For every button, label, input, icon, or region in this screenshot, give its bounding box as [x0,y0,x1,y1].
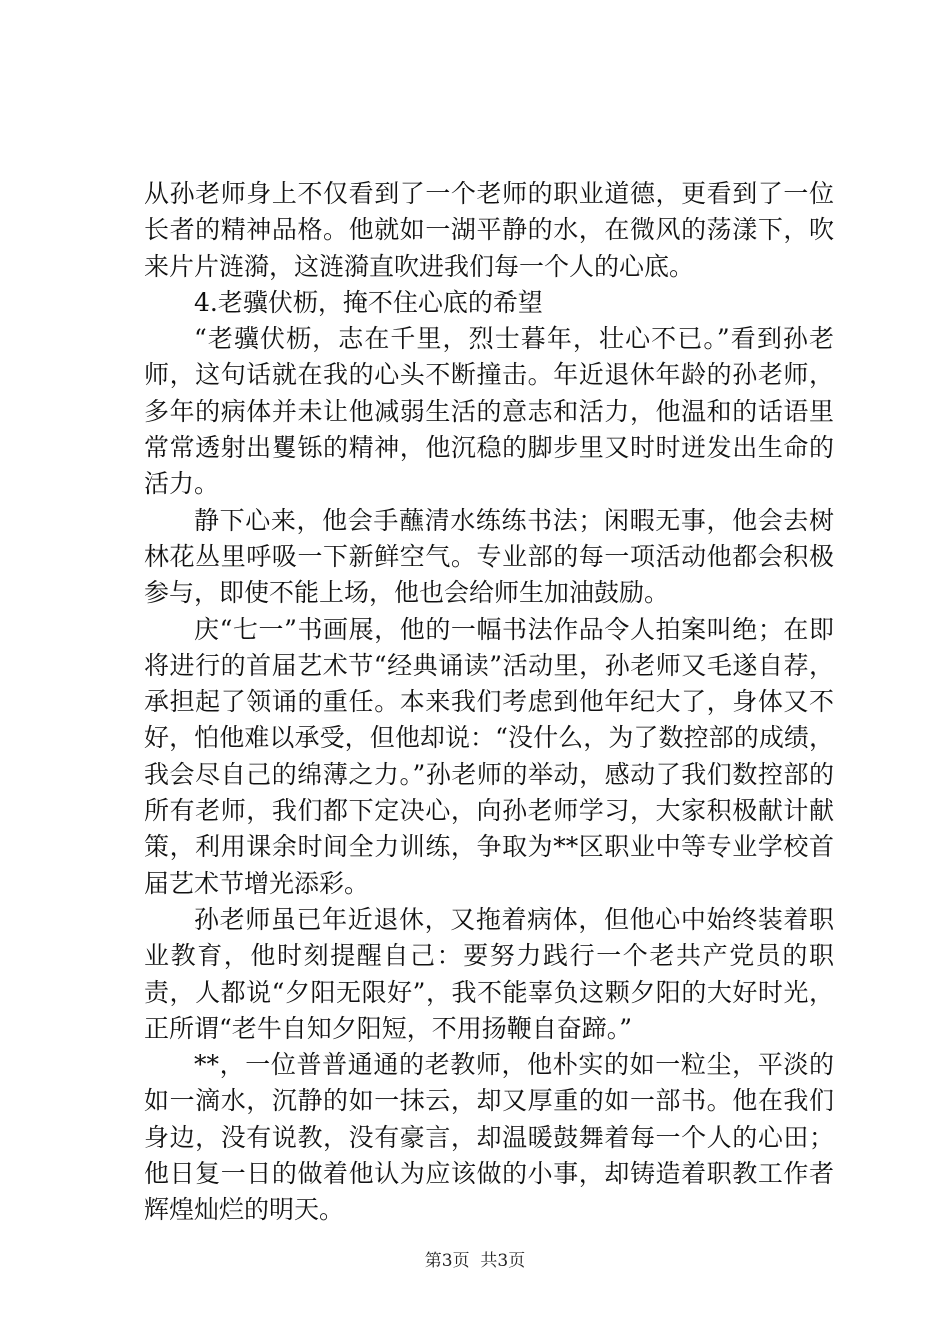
paragraph-1: 从孙老师身上不仅看到了一个老师的职业道德，更看到了一位长者的精神品格。他就如一湖平静的水，在微风的荡漾下，吹来片片涟漪，这涟漪直吹进我们每一个人的心底。 [144,179,834,281]
paragraph-3: 静下心来，他会手蘸清水练练书法；闲暇无事，他会去树林花丛里呼吸一下新鲜空气。专业部的每一项活动他都会积极参与，即使不能上场，他也会给师生加油鼓励。 [144,505,834,608]
paragraph-4: 庆“七一”书画展，他的一幅书法作品令人拍案叫绝；在即将进行的首届艺术节“经典诵读”活动里，孙老师又毛遂自荐，承担起了领诵的重任。本来我们考虑到他年纪大了，身体又不好，怕他难以承受，但他却说：“没什么，为了数控部的成绩，我会尽自己的绵薄之力。”孙老师的举动，感动了我们数控部的所有老师，我们都下定决心，向孙老师学习，大家积极献计献策，利用课余时间全力训练，争取为**区职业中等专业学校首届艺术节增光添彩。 [144,614,834,898]
page-number-footer: 第3页 共3页 [424,1251,526,1271]
document-body [144,176,834,1229]
section-heading: 4.老骥伏枥，掩不住心底的希望 [194,287,543,317]
paragraph-6: **，一位普普通通的老教师，他朴实的如一粒尘，平淡的如一滴水，沉静的如一抹云，却又厚重的如一部书。他在我们身边，没有说教，没有豪言，却温暖鼓舞着每一个人的心田；他日复一日的做着他认为应该做的小事，却铸造着职教工作者辉煌灿烂的明天。 [144,1050,834,1225]
paragraph-2: “老骥伏枥，志在千里，烈士暮年，壮心不已。”看到孙老师，这句话就在我的心头不断撞击。年近退休年龄的孙老师，多年的病体并未让他减弱生活的意志和活力，他温和的话语里常常透射出矍铄的精神，他沉稳的脚步里又时时迸发出生命的活力。 [144,324,834,499]
paragraph-5: 孙老师虽已年近退休，又拖着病体，但他心中始终装着职业教育，他时刻提醒自己：要努力践行一个老共产党员的职责，人都说“夕阳无限好”，我不能辜负这颗夕阳的大好时光，正所谓“老牛自知夕阳短，不用扬鞭自奋蹄。” [144,904,834,1043]
